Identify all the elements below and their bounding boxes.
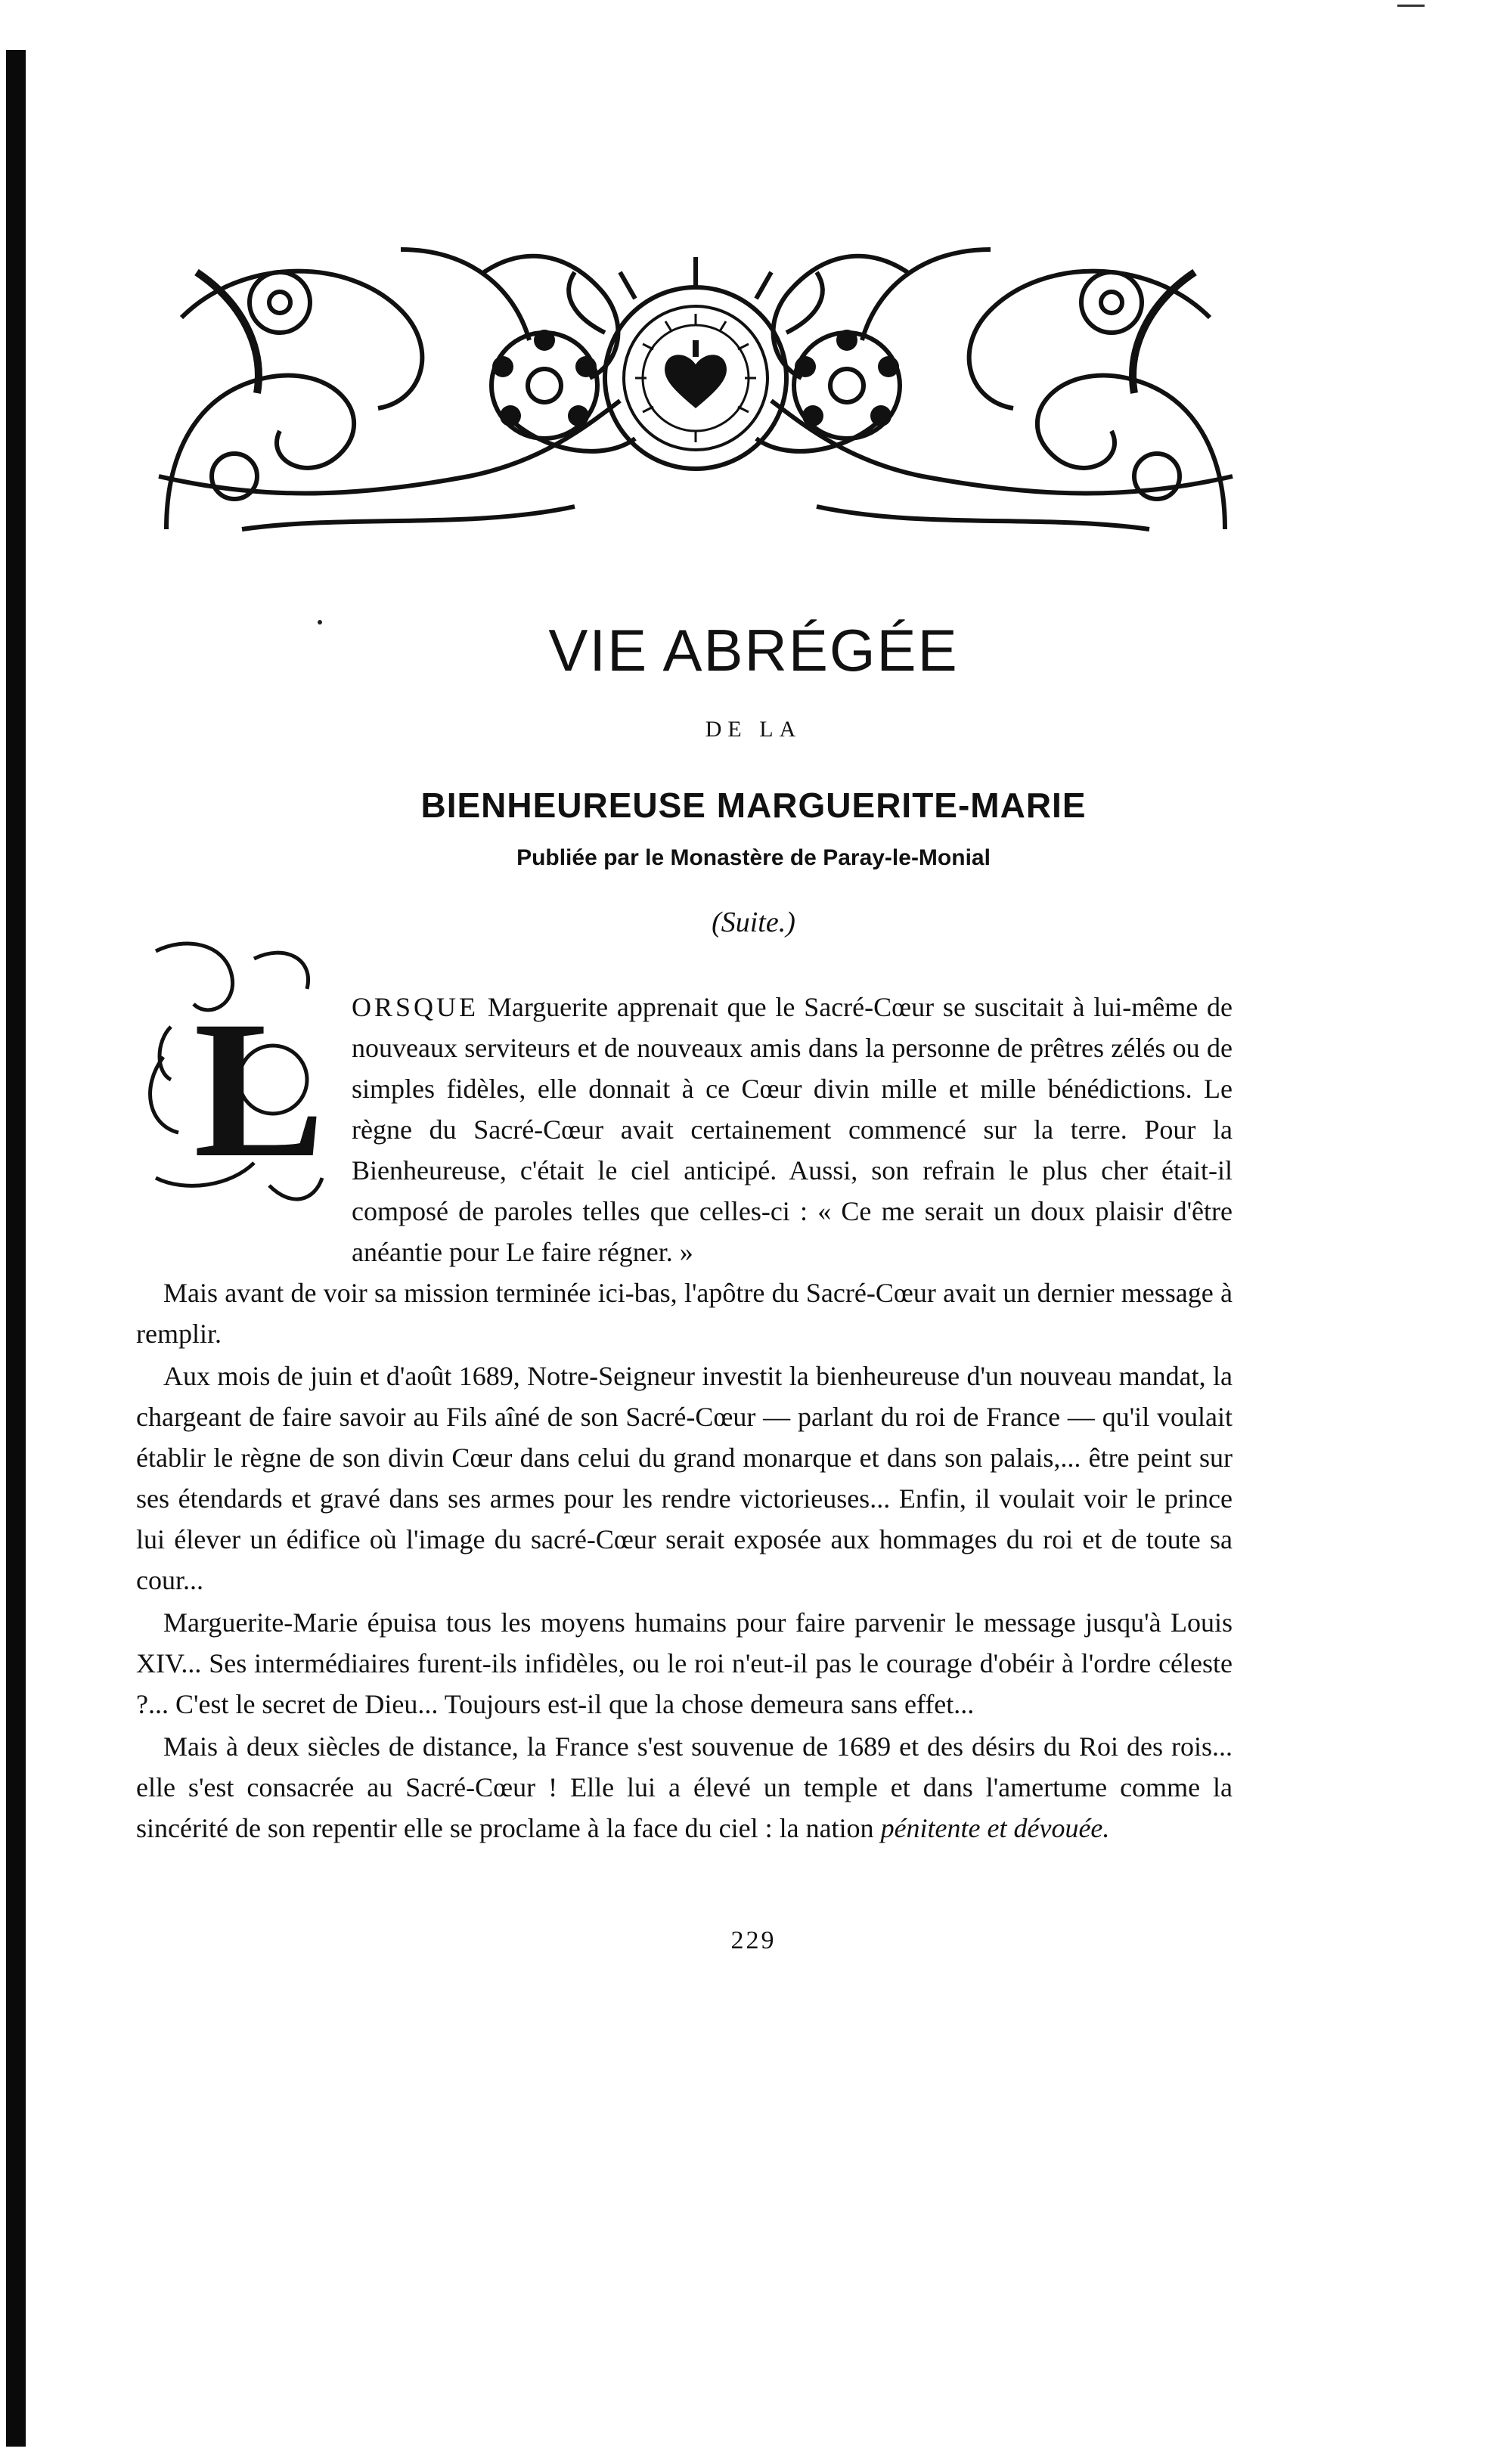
article-body [136,987,1233,1850]
paragraph-1: Mais avant de voir sa mission terminée ici-bas, l'apôtre du Sacré-Cœur avait un dernier message à remplir. [136,1278,1233,1349]
dropcap-letter: L [194,981,325,1198]
intro-caps: ORSQUE [352,992,479,1022]
title-connector: DE LA [705,717,802,742]
page-number: 229 [730,1926,777,1954]
page-title: VIE ABRÉGÉE [548,617,959,683]
scan-binding-edge [6,50,26,2447]
sacred-heart-ornament-banner [151,227,1240,544]
first-paragraph [136,987,1233,1272]
paragraph-2: Aux mois de juin et d'août 1689, Notre-Seigneur investit la bienheureuse d'un nouveau mandat, la chargeant de faire savoir au Fils aîné de son Sacré-Cœur — parlant du roi de France — qu'il voulait établir le règne de son divin Cœur dans celui du grand monarque et dans son palais,... être peint sur ses étendards et gravé dans ses armes pour les rendre victorieuses... Enfin, il voulait voir le prince lui élever un édifice où l'image du sacré-Cœur serait exposée aux hommages du roi et de toute sa cour... [136,1361,1233,1595]
continuation-note: (Suite.) [712,907,795,938]
paragraph-3: Marguerite-Marie épuisa tous les moyens humains pour faire parvenir le message jusqu'à Louis XIV... Ses intermédiaires furent-ils infidèles, ou le roi n'eut-il pas le courage d'obéir à l'ordre céleste ?... C'est le secret de Dieu... Toujours est-il que la chose demeura sans effet... [136,1607,1233,1719]
paragraph-4-text: Mais à deux siècles de distance, la France s'est souvenue de 1689 et des désirs du Roi des rois... elle s'est consacrée au Sacré-Cœur ! Elle lui a élevé un temple et dans l'amertume comme la sincérité de son repentir elle se proclame à la face du ciel : la nation [136,1731,1233,1843]
scan-corner-mark [1397,0,1425,7]
publisher-line: Publiée par le Monastère de Paray-le-Monial [516,845,991,870]
paragraph-4 [136,1726,1233,1849]
closing-emphasis: pénitente et dévouée. [880,1813,1110,1843]
first-paragraph-text: Marguerite apprenait que le Sacré-Cœur se suscitait à lui-même de nouveaux serviteurs et de nouveaux amis dans la personne de prêtres zélés ou de simples fidèles, elle donnait à ce Cœur divin mille et mille bénédictions. Le règne du Sacré-Cœur avait certainement commencé sur la terre. Pour la Bienheureuse, c'était le ciel anticipé. Aussi, son refrain le plus cher était-il composé de paroles telles que celles-ci : « Ce me serait un doux plaisir d'être anéantie pour Le faire régner. » [352,992,1233,1267]
page-subtitle: BIENHEUREUSE MARGUERITE-MARIE [420,786,1087,825]
